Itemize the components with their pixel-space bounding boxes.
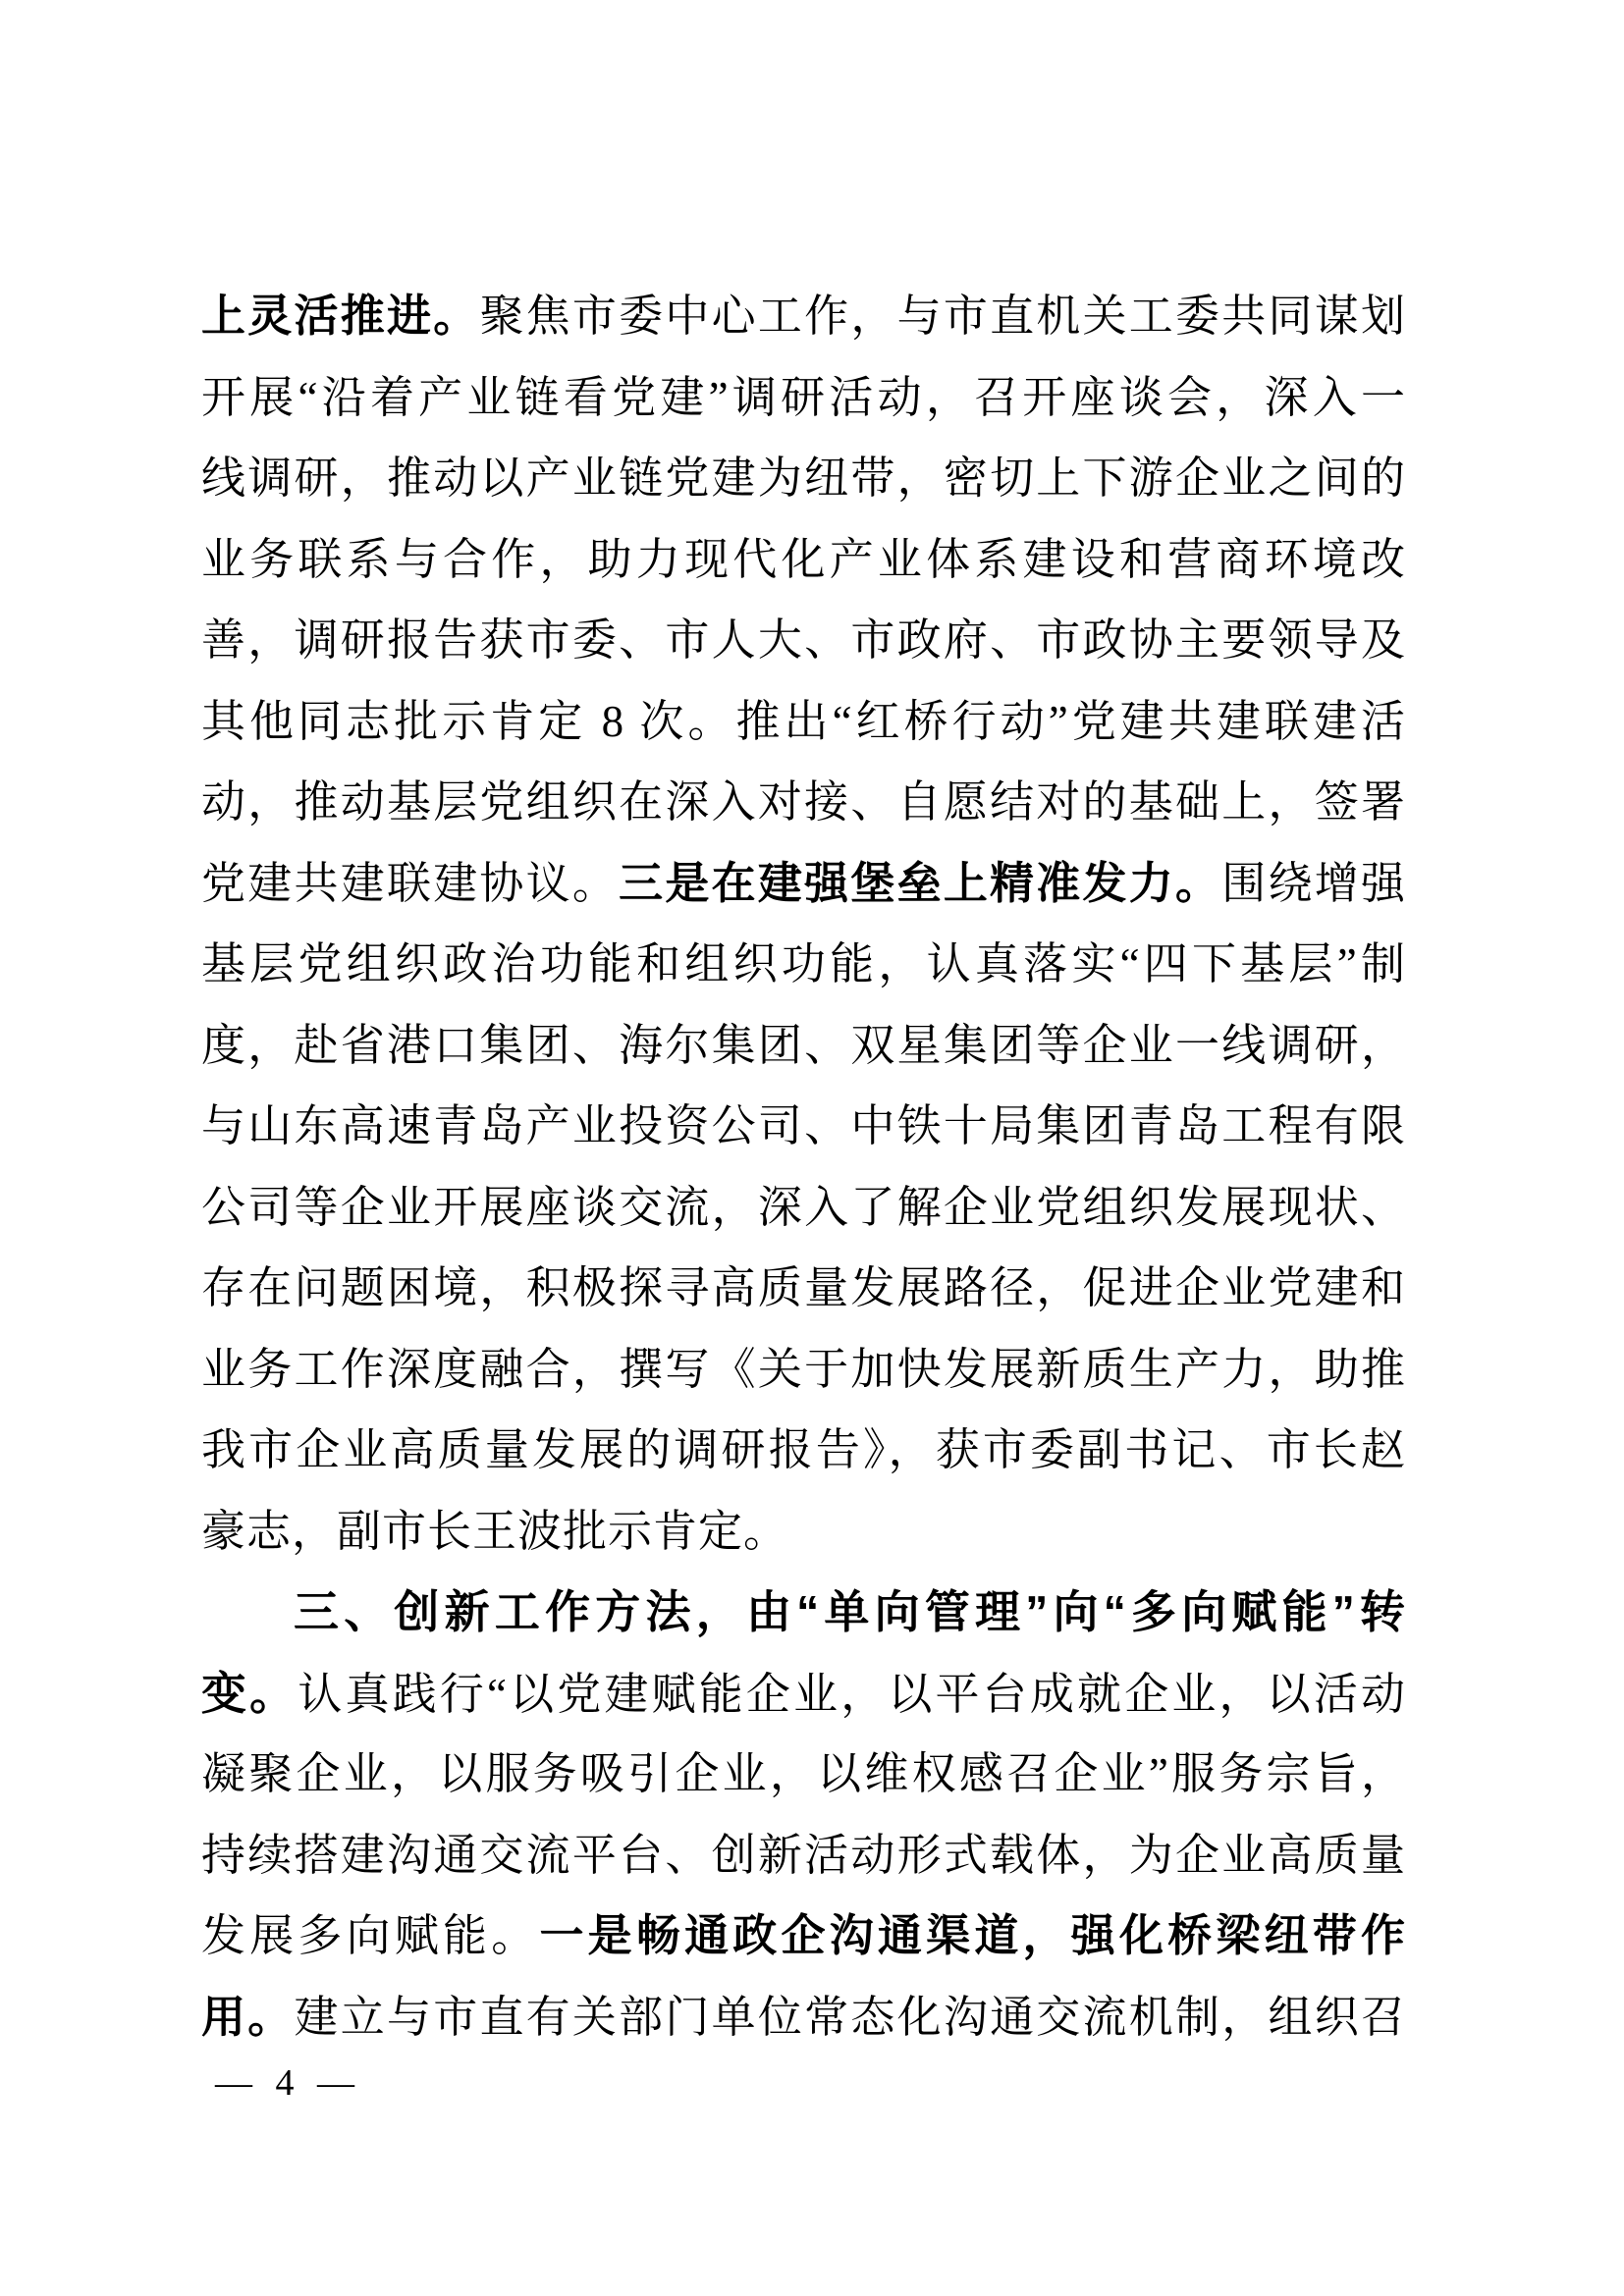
text-segment: 与山东高速青岛产业投资公司、中铁十局集团青岛工程有限 bbox=[201, 1101, 1406, 1150]
text-segment: 聚焦市委中心工作，与市直机关工委共同谋划 bbox=[479, 292, 1406, 341]
text-line bbox=[201, 681, 1406, 763]
text-line bbox=[201, 1167, 1406, 1249]
text-segment: 动，推动基层党组织在深入对接、自愿结对的基础上，签署 bbox=[201, 777, 1406, 827]
text-segment: 用。 bbox=[201, 1992, 295, 2042]
text-segment: 业务联系与合作，助力现代化产业体系建设和营商环境改 bbox=[201, 534, 1406, 584]
text-segment: 其他同志批示肯定 8 次。推出“红桥行动”党建共建联建活 bbox=[201, 696, 1406, 746]
text-segment: 我市企业高质量发展的调研报告》，获市委副书记、市长赵 bbox=[201, 1425, 1406, 1474]
text-segment: 凝聚企业，以服务吸引企业，以维权感召企业”服务宗旨， bbox=[201, 1749, 1406, 1798]
text-line bbox=[201, 1410, 1406, 1491]
text-line bbox=[201, 1005, 1406, 1087]
text-line bbox=[201, 1896, 1406, 1977]
text-line bbox=[201, 1734, 1406, 1815]
text-segment: 持续搭建沟通交流平台、创新活动形式载体，为企业高质量 bbox=[201, 1830, 1406, 1880]
page-number: — 4 — bbox=[215, 2062, 356, 2104]
text-segment: 三、创新工作方法，由“单向管理”向“多向赋能”转 bbox=[294, 1586, 1406, 1637]
text-segment: 认真践行“以党建赋能企业，以平台成就企业，以活动 bbox=[298, 1669, 1406, 1719]
text-line bbox=[201, 1815, 1406, 1896]
text-segment: 开展“沿着产业链看党建”调研活动，召开座谈会，深入一 bbox=[201, 372, 1406, 422]
text-line bbox=[201, 600, 1406, 681]
text-segment: 存在问题困境，积极探寻高质量发展路径，促进企业党建和 bbox=[201, 1263, 1406, 1312]
text-line bbox=[201, 1086, 1406, 1167]
text-segment: 公司等企业开展座谈交流，深入了解企业党组织发展现状、 bbox=[201, 1182, 1406, 1232]
page-footer bbox=[215, 2061, 356, 2105]
text-line bbox=[201, 438, 1406, 519]
text-line bbox=[201, 843, 1406, 925]
text-segment: 三是在建强堡垒上精准发力。 bbox=[619, 858, 1222, 908]
text-line bbox=[201, 357, 1406, 439]
text-segment: 线调研，推动以产业链党建为纽带，密切上下游企业之间的 bbox=[201, 454, 1406, 503]
text-segment: 党建共建联建协议。 bbox=[201, 858, 620, 908]
text-line bbox=[201, 1572, 1406, 1653]
text-line bbox=[201, 762, 1406, 843]
text-line bbox=[201, 1248, 1406, 1329]
text-segment: 业务工作深度融合，撰写《关于加快发展新质生产力，助推 bbox=[201, 1344, 1406, 1394]
text-segment: 围绕增强 bbox=[1221, 858, 1406, 908]
text-segment: 上灵活推进。 bbox=[201, 292, 480, 341]
text-segment: 度，赴省港口集团、海尔集团、双星集团等企业一线调研， bbox=[201, 1020, 1406, 1070]
text-line bbox=[201, 1329, 1406, 1411]
text-segment: 建立与市直有关部门单位常态化沟通交流机制，组织召 bbox=[294, 1992, 1406, 2042]
text-line bbox=[201, 276, 1406, 357]
text-segment: 一是畅通政企沟通渠道，强化桥梁纽带作 bbox=[539, 1911, 1406, 1960]
text-line bbox=[201, 1977, 1406, 2058]
document-body bbox=[201, 276, 1406, 2057]
text-line bbox=[201, 1491, 1406, 1573]
text-segment: 发展多向赋能。 bbox=[201, 1911, 540, 1960]
text-line bbox=[201, 1653, 1406, 1735]
text-line bbox=[201, 924, 1406, 1005]
text-segment: 变。 bbox=[201, 1667, 298, 1719]
text-segment: 基层党组织政治功能和组织功能，认真落实“四下基层”制 bbox=[201, 939, 1406, 988]
text-line bbox=[201, 519, 1406, 601]
text-segment: 豪志，副市长王波批示肯定。 bbox=[201, 1506, 789, 1556]
text-segment: 善，调研报告获市委、市人大、市政府、市政协主要领导及 bbox=[201, 615, 1406, 665]
